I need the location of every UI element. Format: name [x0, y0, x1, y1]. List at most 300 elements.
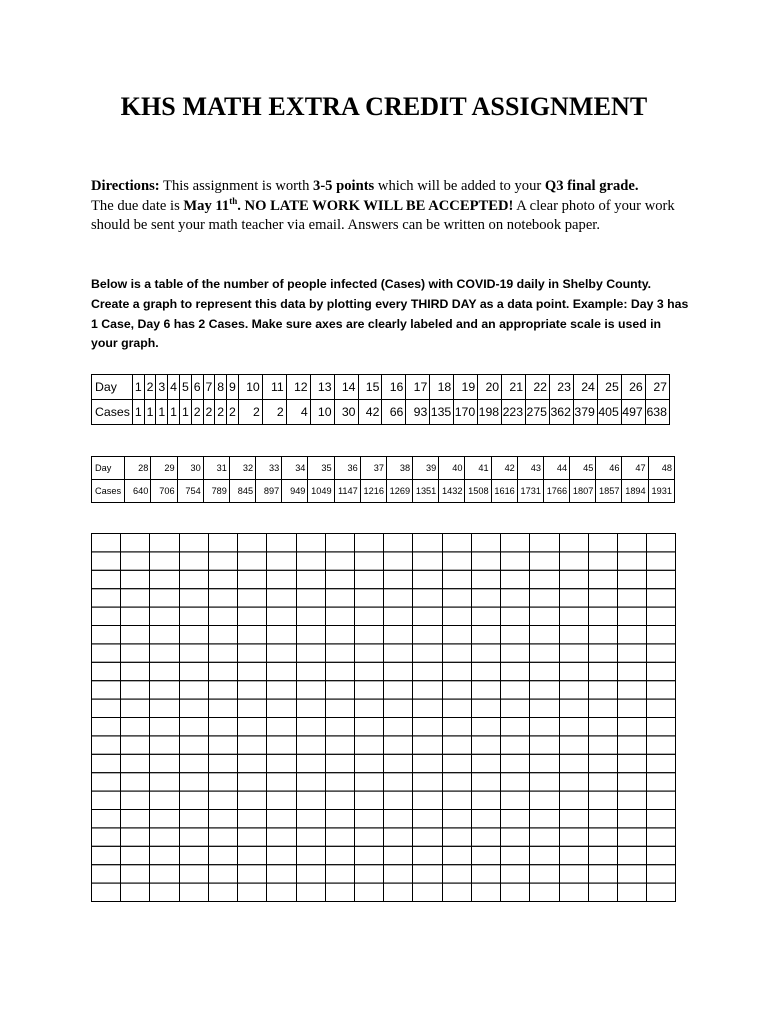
- grid-cell: [355, 865, 384, 883]
- grid-cell: [238, 810, 267, 828]
- grid-cell: [501, 534, 530, 552]
- grid-cell: [326, 718, 355, 736]
- cases-cell: 949: [282, 480, 308, 503]
- grid-cell: [560, 626, 589, 644]
- instructions-text: as a data point. Example: Day 3 has 1 Case, Day 6 has 2 Cases. Make sure axes are clearly labeled and an appropriate scale is used in your graph.: [91, 296, 689, 351]
- grid-cell: [180, 718, 209, 736]
- grid-cell: [560, 773, 589, 791]
- grid-cell: [355, 810, 384, 828]
- grid-cell: [413, 773, 443, 791]
- grid-cell: [530, 718, 560, 736]
- grid-cell: [267, 883, 297, 901]
- grid-cell: [355, 589, 384, 607]
- grid-cell: [501, 607, 530, 625]
- grid-cell: [384, 865, 413, 883]
- grid-cell: [267, 828, 297, 846]
- cases-cell: 1931: [648, 480, 674, 503]
- grid-cell: [647, 810, 676, 828]
- day-cell: 41: [465, 457, 491, 480]
- grid-cell: [92, 552, 121, 570]
- grid-cell: [150, 552, 180, 570]
- cases-cell: 789: [203, 480, 229, 503]
- grid-cell: [180, 754, 209, 772]
- grid-cell: [92, 810, 121, 828]
- grid-cell: [121, 883, 150, 901]
- cases-cell: 638: [645, 400, 669, 425]
- grid-cell: [472, 681, 501, 699]
- grid-cell: [238, 662, 267, 680]
- grid-cell: [92, 607, 121, 625]
- grid-cell: [618, 810, 647, 828]
- grid-cell: [180, 828, 209, 846]
- grid-cell: [589, 810, 618, 828]
- grid-cell: [92, 681, 121, 699]
- grid-cell: [297, 773, 326, 791]
- grid-cell: [180, 773, 209, 791]
- grid-cell: [209, 810, 238, 828]
- grid-cell: [443, 828, 472, 846]
- grid-cell: [647, 607, 676, 625]
- grid-cell: [267, 773, 297, 791]
- grid-cell: [297, 589, 326, 607]
- grid-cell: [267, 662, 297, 680]
- day-cell: 23: [550, 375, 574, 400]
- grid-cell: [589, 589, 618, 607]
- grid-cell: [180, 644, 209, 662]
- cases-cell: 66: [382, 400, 406, 425]
- grid-cell: [209, 828, 238, 846]
- grid-cell: [443, 846, 472, 864]
- cases-table-days-28-48: [91, 456, 675, 503]
- cases-cell: 2: [238, 400, 262, 425]
- grid-cell: [150, 607, 180, 625]
- grid-cell: [121, 791, 150, 809]
- grid-cell: [443, 589, 472, 607]
- grid-cell: [443, 552, 472, 570]
- grid-cell: [413, 791, 443, 809]
- cases-cell: 10: [310, 400, 334, 425]
- grid-cell: [472, 662, 501, 680]
- grid-cell: [150, 662, 180, 680]
- grid-cell: [180, 662, 209, 680]
- grid-cell: [443, 883, 472, 901]
- grid-cell: [326, 810, 355, 828]
- grid-cell: [209, 791, 238, 809]
- grid-cell: [384, 644, 413, 662]
- grid-cell: [530, 883, 560, 901]
- grid-cell: [355, 607, 384, 625]
- cases-cell: 1216: [360, 480, 386, 503]
- cases-cell: 1731: [517, 480, 543, 503]
- grid-cell: [150, 644, 180, 662]
- grid-cell: [443, 865, 472, 883]
- grid-cell: [267, 681, 297, 699]
- grid-cell: [501, 773, 530, 791]
- cases-cell: 1857: [596, 480, 622, 503]
- day-cell: 44: [543, 457, 569, 480]
- cases-cell: 2: [227, 400, 239, 425]
- grid-cell: [355, 791, 384, 809]
- grid-cell: [209, 754, 238, 772]
- grid-cell: [589, 754, 618, 772]
- graph-paper-grid: [91, 533, 681, 905]
- grid-cell: [530, 589, 560, 607]
- grid-cell: [647, 681, 676, 699]
- grid-cell: [647, 644, 676, 662]
- grid-cell: [209, 534, 238, 552]
- grid-cell: [384, 791, 413, 809]
- grid-cell: [326, 534, 355, 552]
- grid-cell: [472, 570, 501, 588]
- grid-cell: [589, 773, 618, 791]
- grid-cell: [326, 644, 355, 662]
- grid-cell: [209, 865, 238, 883]
- grid-cell: [150, 534, 180, 552]
- grid-cell: [413, 736, 443, 754]
- day-cell: 18: [430, 375, 454, 400]
- grid-cell: [413, 644, 443, 662]
- grid-cell: [297, 736, 326, 754]
- grid-cell: [150, 736, 180, 754]
- grid-cell: [472, 552, 501, 570]
- grid-cell: [150, 828, 180, 846]
- day-cell: 21: [502, 375, 526, 400]
- grid-cell: [326, 607, 355, 625]
- grid-cell: [530, 754, 560, 772]
- grid-cell: [443, 810, 472, 828]
- day-cell: 5: [180, 375, 192, 400]
- grid-cell: [384, 883, 413, 901]
- grid-cell: [647, 736, 676, 754]
- grid-cell: [647, 699, 676, 717]
- grid-cell: [92, 736, 121, 754]
- grid-cell: [355, 534, 384, 552]
- grid-cell: [92, 865, 121, 883]
- cases-row: [92, 480, 675, 503]
- grid-cell: [209, 773, 238, 791]
- cases-cell: 135: [430, 400, 454, 425]
- grid-cell: [121, 607, 150, 625]
- row-label: Cases: [92, 480, 125, 503]
- grid-cell: [472, 718, 501, 736]
- grid-cell: [297, 718, 326, 736]
- grid-cell: [589, 552, 618, 570]
- grid-cell: [267, 736, 297, 754]
- grid-cell: [326, 865, 355, 883]
- grid-cell: [209, 626, 238, 644]
- cases-cell: 754: [177, 480, 203, 503]
- grid-cell: [413, 846, 443, 864]
- grid-cell: [560, 718, 589, 736]
- grade-text: Q3 final grade.: [544, 178, 639, 194]
- grid-cell: [121, 589, 150, 607]
- cases-cell: 379: [573, 400, 597, 425]
- grid-cell: [150, 846, 180, 864]
- grid-cell: [267, 570, 297, 588]
- grid-cell: [180, 607, 209, 625]
- day-cell: 6: [191, 375, 203, 400]
- grid-cell: [297, 865, 326, 883]
- grid-cell: [560, 534, 589, 552]
- cases-cell: 1147: [334, 480, 360, 503]
- grid-cell: [267, 846, 297, 864]
- grid-cell: [209, 662, 238, 680]
- grid-cell: [472, 626, 501, 644]
- grid-cell: [472, 791, 501, 809]
- day-cell: 33: [256, 457, 282, 480]
- grid-cell: [647, 589, 676, 607]
- day-cell: 17: [406, 375, 430, 400]
- grid-cell: [501, 570, 530, 588]
- grid-cell: [355, 754, 384, 772]
- grid-cell: [384, 662, 413, 680]
- grid-cell: [443, 699, 472, 717]
- grid-cell: [209, 589, 238, 607]
- grid-cell: [501, 791, 530, 809]
- grid-cell: [355, 736, 384, 754]
- grid-cell: [355, 644, 384, 662]
- grid-cell: [297, 534, 326, 552]
- grid-cell: [501, 718, 530, 736]
- row-label: Day: [92, 457, 125, 480]
- grid-cell: [618, 662, 647, 680]
- cases-cell: 1: [180, 400, 192, 425]
- day-cell: 28: [125, 457, 151, 480]
- grid-cell: [180, 791, 209, 809]
- day-cell: 7: [203, 375, 215, 400]
- grid-cell: [267, 644, 297, 662]
- grid-cell: [267, 699, 297, 717]
- day-cell: 36: [334, 457, 360, 480]
- grid-cell: [560, 589, 589, 607]
- grid-cell: [92, 791, 121, 809]
- cases-cell: 897: [256, 480, 282, 503]
- grid-cell: [180, 534, 209, 552]
- grid-cell: [326, 681, 355, 699]
- grid-cell: [238, 607, 267, 625]
- directions-paragraph: [91, 177, 691, 236]
- directions-text: which will be added to your: [374, 178, 545, 194]
- grid-cell: [92, 754, 121, 772]
- cases-cell: 2: [191, 400, 203, 425]
- day-cell: 32: [229, 457, 255, 480]
- day-cell: 37: [360, 457, 386, 480]
- grid-cell: [501, 883, 530, 901]
- grid-cell: [443, 534, 472, 552]
- grid-cell: [121, 662, 150, 680]
- grid-cell: [501, 754, 530, 772]
- grid-cell: [647, 552, 676, 570]
- grid-cell: [501, 589, 530, 607]
- grid-cell: [501, 644, 530, 662]
- day-cell: 42: [491, 457, 517, 480]
- grid-cell: [618, 681, 647, 699]
- cases-cell: 362: [550, 400, 574, 425]
- cases-cell: 4: [286, 400, 310, 425]
- grid-cell: [560, 699, 589, 717]
- grid-cell: [267, 754, 297, 772]
- day-cell: 24: [573, 375, 597, 400]
- grid-cell: [238, 791, 267, 809]
- day-cell: 2: [144, 375, 156, 400]
- grid-cell: [530, 644, 560, 662]
- grid-cell: [618, 534, 647, 552]
- cases-cell: 845: [229, 480, 255, 503]
- grid-cell: [647, 662, 676, 680]
- grid-cell: [238, 699, 267, 717]
- points-text: 3-5 points: [313, 178, 375, 194]
- grid-cell: [530, 810, 560, 828]
- day-cell: 31: [203, 457, 229, 480]
- grid-cell: [647, 865, 676, 883]
- grid-cell: [150, 865, 180, 883]
- due-date: May 11th: [183, 195, 238, 214]
- day-cell: 16: [382, 375, 406, 400]
- grid-cell: [121, 626, 150, 644]
- grid-cell: [472, 644, 501, 662]
- grid-cell: [647, 534, 676, 552]
- grid-cell: [560, 791, 589, 809]
- day-cell: 27: [645, 375, 669, 400]
- grid-cell: [267, 626, 297, 644]
- grid-cell: [326, 552, 355, 570]
- grid-cell: [238, 846, 267, 864]
- grid-cell: [238, 626, 267, 644]
- cases-cell: 42: [358, 400, 382, 425]
- day-cell: 4: [168, 375, 180, 400]
- grid-cell: [530, 662, 560, 680]
- grid-cell: [355, 570, 384, 588]
- grid-cell: [560, 570, 589, 588]
- grid-cell: [121, 754, 150, 772]
- cases-cell: 2: [262, 400, 286, 425]
- grid-cell: [647, 883, 676, 901]
- grid-cell: [326, 570, 355, 588]
- grid-cell: [413, 570, 443, 588]
- grid-cell: [472, 589, 501, 607]
- grid-cell: [384, 589, 413, 607]
- cases-cell: 223: [502, 400, 526, 425]
- grid-cell: [297, 754, 326, 772]
- grid-cell: [560, 828, 589, 846]
- day-cell: 30: [177, 457, 203, 480]
- grid-cell: [618, 791, 647, 809]
- day-cell: 34: [282, 457, 308, 480]
- grid-cell: [297, 662, 326, 680]
- grid-cell: [297, 626, 326, 644]
- grid-cell: [413, 810, 443, 828]
- grid-cell: [530, 699, 560, 717]
- grid-cell: [326, 626, 355, 644]
- grid-cell: [355, 626, 384, 644]
- grid-cell: [501, 810, 530, 828]
- grid-cell: [92, 644, 121, 662]
- grid-cell: [618, 865, 647, 883]
- grid-cell: [209, 846, 238, 864]
- day-cell: 43: [517, 457, 543, 480]
- grid-cell: [530, 865, 560, 883]
- grid-cell: [647, 791, 676, 809]
- grid-cell: [384, 754, 413, 772]
- grid-cell: [297, 681, 326, 699]
- grid-cell: [326, 589, 355, 607]
- grid-cell: [121, 773, 150, 791]
- grid-cell: [92, 828, 121, 846]
- grid-cell: [355, 883, 384, 901]
- grid-cell: [355, 552, 384, 570]
- grid-cell: [472, 607, 501, 625]
- day-row: [92, 375, 670, 400]
- grid-cell: [238, 773, 267, 791]
- grid-cell: [384, 810, 413, 828]
- row-label: Day: [92, 375, 133, 400]
- grid-cell: [589, 699, 618, 717]
- grid-cell: [238, 883, 267, 901]
- grid-cell: [589, 865, 618, 883]
- grid-cell: [530, 846, 560, 864]
- grid-cell: [560, 883, 589, 901]
- cases-cell: 1: [144, 400, 156, 425]
- grid-cell: [589, 626, 618, 644]
- directions-label: Directions:: [91, 178, 160, 194]
- grid-cell: [180, 883, 209, 901]
- directions-text: A clear photo of your work should be sent your math teacher via email. Answers can be written on notebook paper.: [91, 197, 675, 233]
- day-cell: 19: [454, 375, 478, 400]
- grid-cell: [238, 681, 267, 699]
- cases-row: [92, 400, 670, 425]
- day-cell: 14: [334, 375, 358, 400]
- grid-cell: [589, 662, 618, 680]
- grid-cell: [92, 699, 121, 717]
- grid-cell: [326, 699, 355, 717]
- cases-cell: 1432: [439, 480, 465, 503]
- grid-cell: [384, 699, 413, 717]
- cases-cell: 2: [203, 400, 215, 425]
- grid-cell: [472, 534, 501, 552]
- grid-cell: [267, 607, 297, 625]
- grid-cell: [209, 607, 238, 625]
- grid-cell: [443, 736, 472, 754]
- grid-cell: [618, 736, 647, 754]
- grid-cell: [530, 681, 560, 699]
- grid-cell: [618, 754, 647, 772]
- grid-cell: [443, 570, 472, 588]
- grid-cell: [618, 828, 647, 846]
- grid-cell: [501, 552, 530, 570]
- grid-cell: [150, 699, 180, 717]
- grid-cell: [121, 828, 150, 846]
- grid-cell: [92, 718, 121, 736]
- grid-cell: [238, 828, 267, 846]
- cases-cell: 1049: [308, 480, 334, 503]
- grid-cell: [618, 718, 647, 736]
- grid-cell: [180, 681, 209, 699]
- grid-cell: [355, 681, 384, 699]
- grid-cell: [501, 828, 530, 846]
- grid-cell: [472, 883, 501, 901]
- grid-cell: [180, 589, 209, 607]
- grid-cell: [238, 570, 267, 588]
- grid-cell: [180, 570, 209, 588]
- grid-cell: [209, 883, 238, 901]
- grid-cell: [413, 681, 443, 699]
- cases-cell: 170: [454, 400, 478, 425]
- grid-cell: [297, 828, 326, 846]
- grid-cell: [121, 699, 150, 717]
- grid-cell: [413, 662, 443, 680]
- grid-cell: [121, 846, 150, 864]
- grid-cell: [443, 773, 472, 791]
